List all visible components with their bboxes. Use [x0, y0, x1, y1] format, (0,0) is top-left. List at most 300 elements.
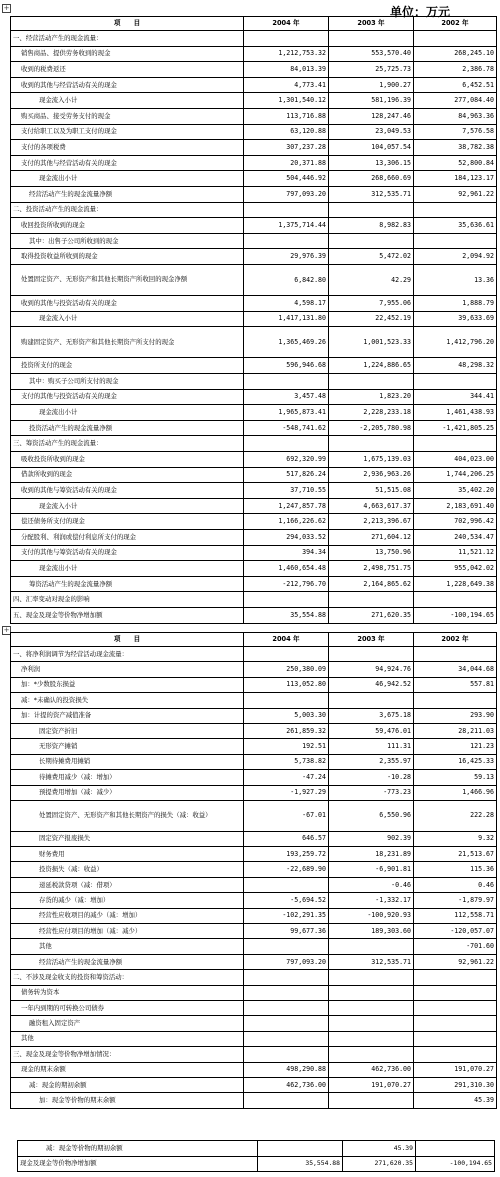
value-cell: 268,245.10: [414, 46, 497, 62]
value-cell: 11,521.12: [414, 545, 497, 561]
value-cell: 1,461,438.93: [414, 405, 497, 421]
value-cell: 22,452.19: [329, 311, 414, 327]
row-label: 加：*少数股东损益: [11, 677, 244, 692]
table-row: [18, 1156, 495, 1172]
value-cell: 277,084.40: [414, 93, 497, 109]
value-cell: [329, 202, 414, 218]
row-label: 三、筹资活动产生的现金流量：: [11, 436, 244, 452]
value-cell: 902.39: [329, 831, 414, 846]
column-header: 项 目: [11, 17, 244, 31]
value-cell: [244, 985, 329, 1000]
row-label: 支付的各项税费: [11, 140, 244, 156]
value-cell: 5,003.30: [244, 708, 329, 723]
value-cell: 52,800.84: [414, 155, 497, 171]
value-cell: -1,332.17: [329, 893, 414, 908]
row-label: 吸收投资所收到的现金: [11, 452, 244, 468]
column-header: 2003 年: [329, 633, 414, 647]
row-label: 固定资产折旧: [11, 723, 244, 738]
value-cell: 13.36: [414, 264, 497, 295]
value-cell: 3,675.18: [329, 708, 414, 723]
value-cell: 192.51: [244, 739, 329, 754]
row-label: 收到的其他与筹资活动有关的现金: [11, 483, 244, 499]
table-row: [11, 171, 497, 187]
value-cell: 92,961.22: [414, 186, 497, 202]
value-cell: 4,598.17: [244, 296, 329, 312]
row-label: 收到的税费返还: [11, 62, 244, 78]
value-cell: 111.31: [329, 739, 414, 754]
value-cell: [414, 1016, 497, 1031]
value-cell: 2,183,691.40: [414, 498, 497, 514]
value-cell: [244, 202, 329, 218]
value-cell: [244, 1047, 329, 1062]
value-cell: 271,620.35: [343, 1156, 416, 1172]
row-label: 三、现金及现金等价物净增加情况：: [11, 1047, 244, 1062]
table-row: [11, 1001, 497, 1016]
value-cell: [329, 1031, 414, 1046]
value-cell: 596,946.68: [244, 358, 329, 374]
value-cell: [414, 970, 497, 985]
value-cell: 2,164,865.62: [329, 576, 414, 592]
table-row: [11, 31, 497, 47]
value-cell: [329, 647, 414, 662]
table-row: [11, 1062, 497, 1077]
value-cell: -1,421,805.25: [414, 420, 497, 436]
value-cell: 184,123.17: [414, 171, 497, 187]
value-cell: -100,194.65: [416, 1156, 495, 1172]
value-cell: 38,782.38: [414, 140, 497, 156]
row-label: 无形资产摊销: [11, 739, 244, 754]
value-cell: [329, 1047, 414, 1062]
value-cell: [329, 985, 414, 1000]
value-cell: 1,412,796.20: [414, 327, 497, 358]
column-header: 2002 年: [414, 17, 497, 31]
value-cell: 35,636.61: [414, 218, 497, 234]
value-cell: -47.24: [244, 770, 329, 785]
value-cell: -6,901.81: [329, 862, 414, 877]
value-cell: 84,013.39: [244, 62, 329, 78]
value-cell: [414, 647, 497, 662]
table-row: [11, 561, 497, 577]
value-cell: 1,375,714.44: [244, 218, 329, 234]
table-row: [11, 576, 497, 592]
value-cell: 13,750.96: [329, 545, 414, 561]
value-cell: 557.81: [414, 677, 497, 692]
value-cell: 45.39: [414, 1093, 497, 1108]
value-cell: [244, 233, 329, 249]
row-label: 现金流入小计: [11, 93, 244, 109]
row-label: 经营性应收项目的减少（减：增加）: [11, 908, 244, 923]
value-cell: 128,247.46: [329, 108, 414, 124]
table-row: [11, 1093, 497, 1108]
value-cell: 1,888.79: [414, 296, 497, 312]
row-label: 收回投资所收到的现金: [11, 218, 244, 234]
value-cell: 2,213,396.67: [329, 514, 414, 530]
row-label: 固定资产报废损失: [11, 831, 244, 846]
value-cell: 271,604.12: [329, 530, 414, 546]
value-cell: [244, 1016, 329, 1031]
table-row: [11, 296, 497, 312]
value-cell: -10.28: [329, 770, 414, 785]
row-label: 现金流入小计: [11, 311, 244, 327]
column-header: 2004 年: [244, 17, 329, 31]
table-row: [11, 985, 497, 1000]
value-cell: [329, 1016, 414, 1031]
value-cell: 92,961.22: [414, 954, 497, 969]
row-label: 支付的其他与投资活动有关的现金: [11, 389, 244, 405]
table-row: [11, 374, 497, 390]
value-cell: [244, 647, 329, 662]
table-row: [11, 939, 497, 954]
row-label: 减：现金的期初余额: [11, 1077, 244, 1092]
value-cell: [329, 970, 414, 985]
value-cell: [414, 436, 497, 452]
row-label: 四、汇率变动对现金的影响: [11, 592, 244, 608]
value-cell: 28,211.03: [414, 723, 497, 738]
value-cell: [414, 202, 497, 218]
value-cell: 1,301,540.12: [244, 93, 329, 109]
table-row: [11, 93, 497, 109]
value-cell: 312,535.71: [329, 954, 414, 969]
row-label: 现金流入小计: [11, 498, 244, 514]
value-cell: 35,554.88: [244, 607, 329, 623]
value-cell: 48,298.32: [414, 358, 497, 374]
value-cell: [414, 233, 497, 249]
value-cell: 344.41: [414, 389, 497, 405]
value-cell: 45.39: [343, 1141, 416, 1157]
table-row: [11, 249, 497, 265]
value-cell: 2,498,751.75: [329, 561, 414, 577]
value-cell: 37,710.55: [244, 483, 329, 499]
table-row: [11, 420, 497, 436]
row-label: 投资活动产生的现金流量净额: [11, 420, 244, 436]
table-row: [11, 785, 497, 800]
table-row: [11, 545, 497, 561]
column-header: 2004 年: [244, 633, 329, 647]
value-cell: 504,446.92: [244, 171, 329, 187]
value-cell: 1,247,857.78: [244, 498, 329, 514]
value-cell: 42.29: [329, 264, 414, 295]
value-cell: 1,823.20: [329, 389, 414, 405]
value-cell: [244, 877, 329, 892]
table-row: [11, 647, 497, 662]
row-label: 购建固定资产、无形资产和其他长期资产所支付的现金: [11, 327, 244, 358]
table-row: [11, 754, 497, 769]
value-cell: [329, 31, 414, 47]
row-label: 加：现金等价物的期末余额: [11, 1093, 244, 1108]
table-row: [11, 607, 497, 623]
value-cell: 240,534.47: [414, 530, 497, 546]
value-cell: 1,365,469.26: [244, 327, 329, 358]
value-cell: 1,675,139.03: [329, 452, 414, 468]
value-cell: 1,466.96: [414, 785, 497, 800]
value-cell: 553,570.40: [329, 46, 414, 62]
value-cell: 5,472.02: [329, 249, 414, 265]
row-label: 减：*未确认的投资损失: [11, 693, 244, 708]
value-cell: -102,291.35: [244, 908, 329, 923]
table-row: [11, 530, 497, 546]
value-cell: 121.23: [414, 739, 497, 754]
value-cell: 2,386.78: [414, 62, 497, 78]
value-cell: 16,425.33: [414, 754, 497, 769]
table-row: [11, 124, 497, 140]
row-label: 处置固定资产、无形资产和其他长期资产的损失（减：收益）: [11, 800, 244, 831]
value-cell: 1,744,206.25: [414, 467, 497, 483]
value-cell: 222.28: [414, 800, 497, 831]
unit-label: 单位：万元: [390, 5, 451, 19]
table-row: [11, 140, 497, 156]
row-label: 处置固定资产、无形资产和其他长期资产所收回的现金净额: [11, 264, 244, 295]
table-row: [11, 62, 497, 78]
column-header: 2002 年: [414, 633, 497, 647]
row-label: 加：计提的资产减值准备: [11, 708, 244, 723]
row-label: 筹资活动产生的现金流量净额: [11, 576, 244, 592]
value-cell: [329, 1093, 414, 1108]
value-cell: 23,049.53: [329, 124, 414, 140]
value-cell: 2,094.92: [414, 249, 497, 265]
value-cell: [244, 1001, 329, 1016]
row-label: 收到的其他与投资活动有关的现金: [11, 296, 244, 312]
value-cell: [414, 592, 497, 608]
value-cell: 394.34: [244, 545, 329, 561]
value-cell: -1,927.29: [244, 785, 329, 800]
value-cell: [414, 1031, 497, 1046]
value-cell: [258, 1141, 343, 1157]
header-row: [11, 17, 497, 31]
value-cell: 1,228,649.38: [414, 576, 497, 592]
value-cell: 692,320.99: [244, 452, 329, 468]
table-row: [11, 693, 497, 708]
value-cell: 193,259.72: [244, 847, 329, 862]
row-label: 投资所支付的现金: [11, 358, 244, 374]
value-cell: 1,460,654.48: [244, 561, 329, 577]
value-cell: 4,773.41: [244, 77, 329, 93]
value-cell: -548,741.62: [244, 420, 329, 436]
value-cell: 261,859.32: [244, 723, 329, 738]
value-cell: 63,120.88: [244, 124, 329, 140]
value-cell: 21,513.67: [414, 847, 497, 862]
row-label: 分配股利、利润或偿付利息所支付的现金: [11, 530, 244, 546]
value-cell: 250,380.09: [244, 662, 329, 677]
value-cell: 35,554.88: [258, 1156, 343, 1172]
value-cell: 94,924.76: [329, 662, 414, 677]
row-label: 融资租入固定资产: [11, 1016, 244, 1031]
table-row: [11, 1047, 497, 1062]
value-cell: 702,996.42: [414, 514, 497, 530]
value-cell: [244, 31, 329, 47]
value-cell: 115.36: [414, 862, 497, 877]
value-cell: 46,942.52: [329, 677, 414, 692]
value-cell: 404,023.00: [414, 452, 497, 468]
value-cell: 8,982.83: [329, 218, 414, 234]
table-row: [11, 592, 497, 608]
row-label: 财务费用: [11, 847, 244, 862]
continuation-table: [17, 1140, 495, 1172]
table-row: [11, 358, 497, 374]
header-row: [11, 633, 497, 647]
value-cell: 955,042.02: [414, 561, 497, 577]
value-cell: 2,936,963.26: [329, 467, 414, 483]
value-cell: 84,963.36: [414, 108, 497, 124]
table-row: [11, 46, 497, 62]
table-row: [11, 954, 497, 969]
value-cell: 498,290.88: [244, 1062, 329, 1077]
value-cell: 1,900.27: [329, 77, 414, 93]
value-cell: 1,417,131.80: [244, 311, 329, 327]
row-label: 投资损失（减：收益）: [11, 862, 244, 877]
value-cell: 291,310.30: [414, 1077, 497, 1092]
value-cell: [414, 374, 497, 390]
value-cell: [244, 374, 329, 390]
row-label: 其中：出售子公司所收到的现金: [11, 233, 244, 249]
value-cell: 112,558.71: [414, 908, 497, 923]
table-row: [11, 893, 497, 908]
row-label: 现金流出小计: [11, 405, 244, 421]
value-cell: 189,303.60: [329, 924, 414, 939]
value-cell: -5,694.52: [244, 893, 329, 908]
value-cell: [414, 985, 497, 1000]
table-row: [11, 877, 497, 892]
value-cell: -100,920.93: [329, 908, 414, 923]
value-cell: 1,224,886.65: [329, 358, 414, 374]
value-cell: -212,796.70: [244, 576, 329, 592]
table-row: [11, 662, 497, 677]
table-row: [11, 800, 497, 831]
row-label: 一年内到期的可转换公司债券: [11, 1001, 244, 1016]
value-cell: 13,306.15: [329, 155, 414, 171]
value-cell: 294,033.52: [244, 530, 329, 546]
value-cell: 99,677.36: [244, 924, 329, 939]
table-row: [11, 233, 497, 249]
table-row: [11, 924, 497, 939]
value-cell: [329, 693, 414, 708]
value-cell: [329, 592, 414, 608]
table-row: [11, 739, 497, 754]
table-row: [11, 311, 497, 327]
table-row: [11, 862, 497, 877]
table-row: [11, 77, 497, 93]
value-cell: 191,070.27: [329, 1077, 414, 1092]
table-row: [11, 908, 497, 923]
value-cell: [244, 436, 329, 452]
value-cell: 35,402.20: [414, 483, 497, 499]
value-cell: 9.32: [414, 831, 497, 846]
row-label: 五、现金及现金等价物净增加额: [11, 607, 244, 623]
table-row: [11, 327, 497, 358]
value-cell: [244, 939, 329, 954]
value-cell: 293.90: [414, 708, 497, 723]
row-label: 递延税款贷项（减：借项）: [11, 877, 244, 892]
value-cell: -0.46: [329, 877, 414, 892]
row-label: 一、将净利润调节为经营活动现金流量：: [11, 647, 244, 662]
row-label: 待摊费用减少（减：增加）: [11, 770, 244, 785]
value-cell: [244, 592, 329, 608]
table-row: [11, 970, 497, 985]
value-cell: -22,689.90: [244, 862, 329, 877]
value-cell: [329, 939, 414, 954]
value-cell: -120,057.07: [414, 924, 497, 939]
table-row: [11, 1031, 497, 1046]
value-cell: [244, 1093, 329, 1108]
table-row: [11, 405, 497, 421]
value-cell: [414, 1047, 497, 1062]
value-cell: -701.60: [414, 939, 497, 954]
value-cell: [414, 1001, 497, 1016]
table-row: [11, 389, 497, 405]
value-cell: [329, 1001, 414, 1016]
value-cell: [329, 233, 414, 249]
row-label: 现金流出小计: [11, 171, 244, 187]
value-cell: 5,738.82: [244, 754, 329, 769]
row-label: 债务转为资本: [11, 985, 244, 1000]
table-row: [11, 831, 497, 846]
row-label: 其中：购买子公司所支付的现金: [11, 374, 244, 390]
value-cell: -67.01: [244, 800, 329, 831]
table-row: [11, 514, 497, 530]
value-cell: 20,371.88: [244, 155, 329, 171]
table-row: [11, 186, 497, 202]
table-row: [11, 483, 497, 499]
value-cell: 1,965,873.41: [244, 405, 329, 421]
table-row: [11, 723, 497, 738]
table-anchor-icon[interactable]: +: [3, 626, 10, 634]
value-cell: [329, 374, 414, 390]
value-cell: 271,620.35: [329, 607, 414, 623]
value-cell: [329, 436, 414, 452]
value-cell: 18,231.89: [329, 847, 414, 862]
value-cell: -2,205,780.98: [329, 420, 414, 436]
value-cell: 1,166,226.62: [244, 514, 329, 530]
table-anchor-icon[interactable]: +: [3, 4, 10, 12]
value-cell: 462,736.00: [329, 1062, 414, 1077]
row-label: 经营活动产生的现金流量净额: [11, 954, 244, 969]
value-cell: 268,660.69: [329, 171, 414, 187]
table-row: [11, 677, 497, 692]
value-cell: 51,515.08: [329, 483, 414, 499]
row-label: 经营活动产生的现金流量净额: [11, 186, 244, 202]
cash-flow-table: [10, 16, 497, 624]
value-cell: 6,452.51: [414, 77, 497, 93]
value-cell: 1,001,523.33: [329, 327, 414, 358]
row-label: 净利润: [11, 662, 244, 677]
value-cell: 2,355.97: [329, 754, 414, 769]
table-row: [11, 155, 497, 171]
value-cell: 0.46: [414, 877, 497, 892]
value-cell: 581,196.39: [329, 93, 414, 109]
table-row: [11, 452, 497, 468]
table-row: [11, 498, 497, 514]
row-label: 存货的减少（减：增加）: [11, 893, 244, 908]
value-cell: -100,194.65: [414, 607, 497, 623]
supplementary-table: [10, 632, 497, 1109]
value-cell: 517,826.24: [244, 467, 329, 483]
row-label: 销售商品、提供劳务收到的现金: [11, 46, 244, 62]
value-cell: 312,535.71: [329, 186, 414, 202]
row-label: 经营性应付项目的增加（减：减少）: [11, 924, 244, 939]
value-cell: 191,070.27: [414, 1062, 497, 1077]
value-cell: 34,044.68: [414, 662, 497, 677]
row-label: 现金的期末余额: [11, 1062, 244, 1077]
row-label: 偿还债务所支付的现金: [11, 514, 244, 530]
row-label: 预提费用增加（减：减少）: [11, 785, 244, 800]
value-cell: [244, 970, 329, 985]
row-label: 支付的其他与经营活动有关的现金: [11, 155, 244, 171]
value-cell: 797,093.20: [244, 954, 329, 969]
value-cell: 6,842.80: [244, 264, 329, 295]
row-label: 其他: [11, 939, 244, 954]
value-cell: -773.23: [329, 785, 414, 800]
value-cell: 7,576.58: [414, 124, 497, 140]
table-row: [11, 1077, 497, 1092]
